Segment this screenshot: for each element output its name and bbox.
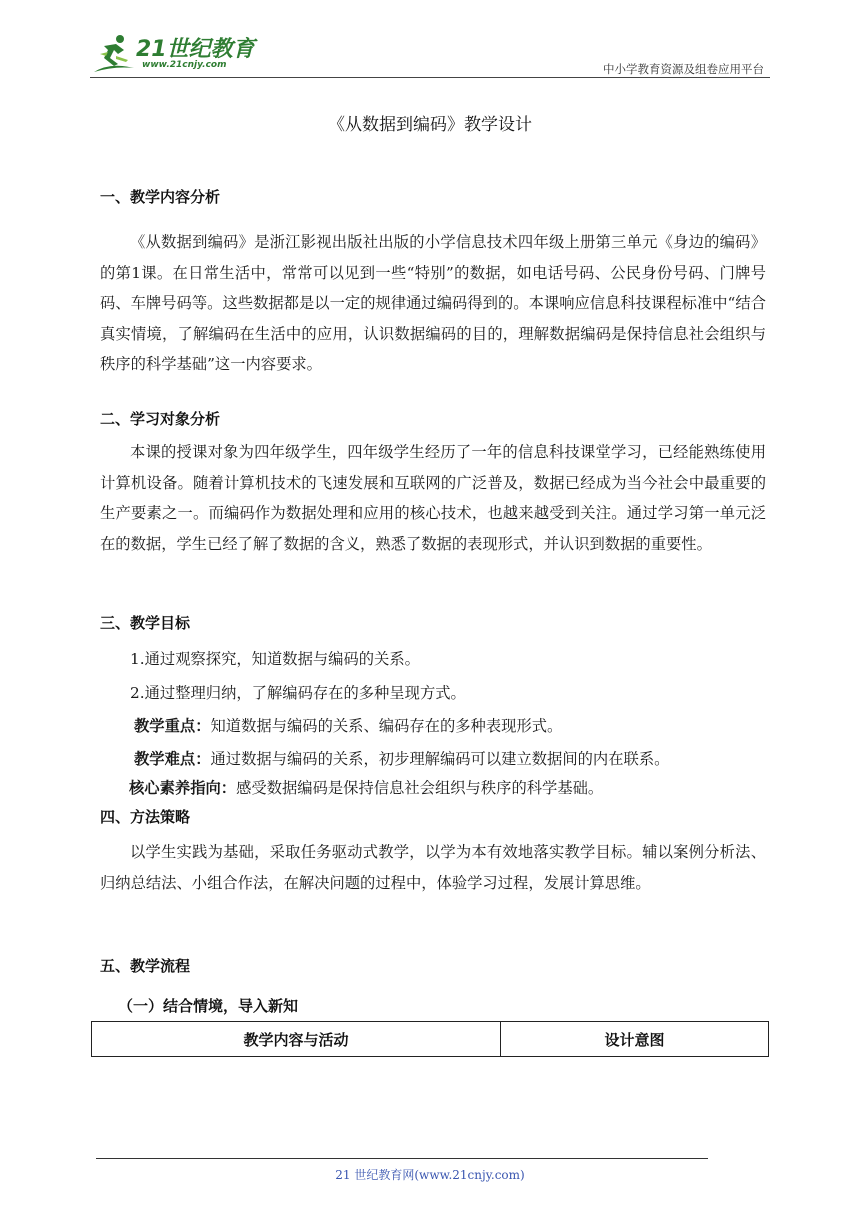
table-header-content: 教学内容与活动 [92,1022,501,1057]
section-heading-process: 五、教学流程 [100,957,191,975]
core-literacy-text: 感受数据编码是保持信息社会组织与秩序的科学基础。 [236,779,604,797]
key-point-line [134,714,562,736]
core-literacy-label: 核心素养指向： [129,779,237,797]
runner-logo-icon [90,32,138,78]
footer-link[interactable]: 21 世纪教育网(www.21cnjy.com) [335,1168,525,1182]
key-point-text: 知道数据与编码的关系、编码存在的多种表现形式。 [210,717,563,735]
subsection-heading-intro: （一）结合情境，导入新知 [118,997,299,1015]
page-header [90,28,770,80]
difficulty-line [134,747,669,769]
logo-url: www.21cnjy.com [142,60,227,70]
table-header-intent: 设计意图 [501,1022,769,1057]
learner-analysis-paragraph: 本课的授课对象为四年级学生，四年级学生经历了一年的信息科技课堂学习，已经能熟练使用计算机设备。随着计算机技术的飞速发展和互联网的广泛普及，数据已经成为当今社会中最重要的生产要素之一。而编码作为数据处理和应用的核心技术，也越来越受到关注。通过学习第一单元泛在的数据，学生已经了解了数据的含义，熟悉了数据的表现形式，并认识到数据的重要性。 [100,443,766,553]
core-literacy-line [129,776,603,798]
objective-2: 2.通过整理归纳，了解编码存在的多种呈现方式。 [130,684,466,702]
methods-paragraph: 以学生实践为基础，采取任务驱动式教学，以学为本有效地落实教学目标。辅以案例分析法、归纳总结法、小组合作法，在解决问题的过程中，体验学习过程，发展计算思维。 [100,843,766,892]
content-analysis-paragraph: 《从数据到编码》是浙江影视出版社出版的小学信息技术四年级上册第三单元《身边的编码》的第1课。在日常生活中，常常可以见到一些“特别”的数据，如电话号码、公民身份号码、门牌号码、车牌号码等。这些数据都是以一定的规律通过编码得到的。本课响应信息科技课程标准中“结合真实情境，了解编码在生活中的应用，认识数据编码的目的，理解数据编码是保持信息社会组织与秩序的科学基础”这一内容要求。 [100,233,766,373]
difficulty-text: 通过数据与编码的关系，初步理解编码可以建立数据间的内在联系。 [210,750,670,768]
document-title: 《从数据到编码》教学设计 [328,115,532,135]
section-heading-objectives: 三、教学目标 [100,614,191,632]
footer-divider [96,1158,708,1159]
difficulty-label: 教学难点： [134,750,211,768]
key-point-label: 教学重点： [134,717,211,735]
logo-text: 21世纪教育 [136,37,255,62]
header-divider [90,77,770,78]
process-table [91,1021,769,1057]
section-heading-learner-analysis: 二、学习对象分析 [100,410,221,428]
table-header-row [92,1022,769,1057]
objective-1: 1.通过观察探究，知道数据与编码的关系。 [130,650,420,668]
platform-label: 中小学教育资源及组卷应用平台 [603,62,764,76]
section-heading-content-analysis: 一、教学内容分析 [100,188,221,206]
site-logo[interactable] [90,32,260,78]
section-heading-methods: 四、方法策略 [100,808,191,826]
